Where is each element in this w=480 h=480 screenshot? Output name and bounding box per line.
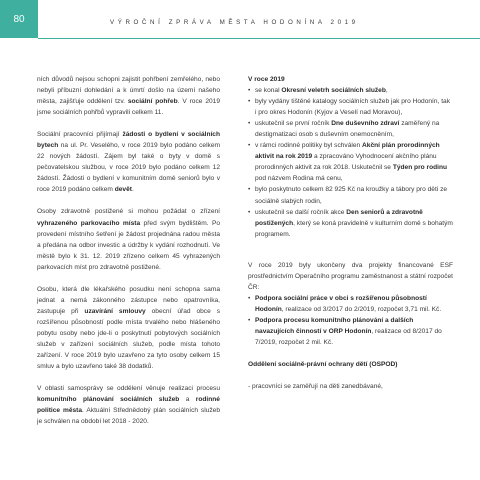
text-run: . Aktuální Střednědobý plán sociálních služeb je schválen na období let 2018 - 2020. — [37, 407, 220, 426]
text-run: pod názvem Rodina má cenu, — [255, 175, 343, 183]
text-run: , — [385, 87, 388, 95]
text-run: před svým bydlištěm. Po provedení místního šetření je žádost projednána radou města a předána na odbor investic a údržby k vydání rozhodnutí. Ve městě bylo k 31. 12. 2019 zřízeno celkem 45 vyhrazených parkovacích míst pro zdravotně postižené. — [37, 219, 221, 271]
text-run: zaměřený na destigmatizaci osob s duševním onemocněním, — [255, 120, 440, 139]
ospod-text: - pracovníci se zaměřují na děti zanedbávané, — [248, 383, 383, 391]
text-run: Sociální pracovníci přijímají — [37, 131, 123, 139]
text-run: a — [179, 396, 196, 404]
bold-text-run: vyhrazeného parkovacího místa — [37, 219, 141, 227]
ospod-heading: Oddělení sociálně-právní ochrany dětí (OSPOD) — [248, 361, 398, 369]
activity-list-item — [248, 96, 453, 118]
projects-list — [248, 293, 453, 348]
activity-list-item — [248, 140, 453, 184]
text-run: a zpracováno Vyhodnocení akčního plánu prorodinných aktivit za rok 2018. Uskutečnil se — [255, 153, 437, 172]
text-run: obecní úřad obce s rozšířenou působností podle místa trvalého nebo hlášeného pobytu osoby nebo jde-li o poskytnutí pobytových sociálních služeb v zařízení sociálních služeb, podle místa tohoto zařízení. V roce 2019 bylo uzavřeno za tyto osoby celkem 15 smluv a bylo uzavřeno také 38 dodatků. — [37, 307, 220, 371]
bold-text-run: rodinné politice města — [37, 396, 220, 415]
activity-list-item — [248, 184, 453, 206]
projects-intro: V roce 2019 byly ukončeny dva projekty financované ESF prostřednictvím Operačního programu zaměstnanost a státní rozpočet ČR: — [248, 261, 453, 291]
project-list-item — [248, 315, 453, 348]
project-list-item — [248, 293, 453, 315]
text-run: V oblasti samosprávy se oddělení věnuje realizaci procesu — [37, 385, 220, 393]
activity-list-item — [248, 118, 453, 140]
activity-list-item — [248, 207, 453, 240]
text-run: v rámci rodinné politiky byl schválen — [255, 142, 363, 150]
bold-text-run: sociální pohřeb — [127, 98, 178, 106]
text-run: uskutečnil se první ročník — [255, 120, 332, 128]
left-column — [37, 74, 220, 438]
text-run: uskutečnil se další ročník akce — [255, 208, 347, 216]
text-run: byly vydány tištěné katalogy sociálních služeb jak pro Hodonín, tak i pro okres Hodonín (Kyjov a Veselí nad Moravou), — [255, 98, 450, 117]
bold-text-run: komunitního plánování sociálních služeb — [37, 396, 180, 404]
bold-text-run: uzavírání smlouvy — [84, 307, 146, 315]
text-run: . V roce 2019 jsme sociálních pohřbů vypravili celkem 11. — [37, 98, 220, 117]
activity-list-item — [248, 85, 453, 96]
text-run: , realizace od 8/2017 do 7/2019, rozpočet 2 mil. Kč. — [255, 327, 442, 347]
bold-text-run: devět — [114, 186, 132, 194]
text-run: na ul. Pr. Veselého, v roce 2019 bylo podáno celkem 22 nových žádostí. Zájem byl také o byty v domě s pečovatelskou službou, v roce 2019 bylo podáno celkem 12 žádostí. Žádosti o bydlení v komunitním domě seniorů bylo v roce 2019 podáno celkem — [37, 142, 220, 194]
text-run: , realizace od 3/2017 do 2/2019, rozpočet 3,71 mil. Kč. — [281, 305, 442, 313]
text-run: Osoby zdravotně postižené si mohou požádat o zřízení — [37, 208, 220, 216]
bold-text-run: Podpora sociální práce v obci s rozšířenou působností Hodonín — [255, 294, 427, 313]
text-run: ních důvodů nejsou schopni zajistit pohřbení zemřelého, nebo nebyli příbuzní dohledání a k úmrtí došlo na území našeho města, zajišťuje oddělení tzv. — [37, 76, 220, 106]
paragraph-community-planning — [37, 383, 220, 427]
paragraph-social-funeral — [37, 74, 220, 118]
bold-text-run: žádosti o bydlení v sociálních bytech — [37, 131, 220, 150]
text-run: bylo poskytnuto celkem 82 925 Kč na kroužky a tábory pro děti ze sociálně slabých rodin, — [255, 186, 448, 205]
header-divider — [38, 38, 480, 39]
running-header-title: VÝROČNÍ ZPRÁVA MĚSTA HODONÍNA 2019 — [110, 19, 359, 26]
paragraph-parking-spaces — [37, 206, 220, 272]
bold-text-run: Dne duševního zdraví — [331, 120, 400, 128]
paragraph-contract-representation — [37, 284, 220, 372]
text-run: . — [131, 186, 134, 194]
right-column — [248, 74, 453, 392]
text-run: , který se koná pravidelně v kulturním domě s bohatým programem. — [255, 219, 453, 238]
bold-text-run: Akční plán prorodinných aktivit na rok 2019 — [255, 142, 440, 161]
activities-list — [248, 85, 453, 240]
bold-text-run: Den seniorů a zdravotně postižených — [255, 208, 423, 227]
bold-text-run: Okresní veletrh sociálních služeb — [281, 87, 386, 95]
paragraph-housing-requests — [37, 129, 220, 195]
bold-text-run: Týden pro rodinu — [392, 164, 448, 172]
year-heading: V roce 2019 — [248, 76, 285, 83]
text-run: Osobu, která dle lékařského posudku není schopna sama jednat a nemá zákonného zástupce nebo opatrovníka, zastupuje při — [37, 285, 220, 315]
page-number: 80 — [0, 0, 38, 38]
text-run: se konal — [255, 87, 282, 95]
bold-text-run: Podpora procesu komunitního plánování a dalších navazujících činností v ORP Hodonín — [255, 316, 414, 335]
